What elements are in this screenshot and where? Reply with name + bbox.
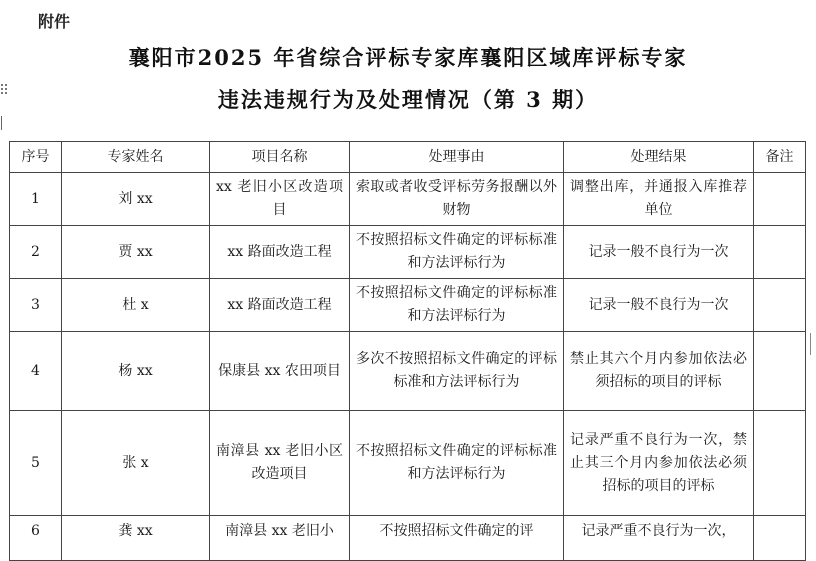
cell-no: 1 [10,173,62,226]
cell-result: 记录一般不良行为一次 [564,279,754,332]
cell-reason: 不按照招标文件确定的评 [350,516,564,561]
cell-result: 记录严重不良行为一次，禁止其三个月内参加依法必须招标的项目的评标 [564,411,754,516]
cell-project: 南漳县 xx 老旧小区改造项目 [210,411,350,516]
cell-note [754,226,806,279]
cell-reason: 不按照招标文件确定的评标标准和方法评标行为 [350,411,564,516]
cell-no: 3 [10,279,62,332]
table-row [10,173,806,226]
cell-name: 贾 xx [62,226,210,279]
cell-project: xx 路面改造工程 [210,279,350,332]
drag-handle-icon[interactable] [1,84,9,98]
cell-note [754,279,806,332]
header-reason: 处理事由 [350,142,564,173]
header-result: 处理结果 [564,142,754,173]
cell-note [754,516,806,561]
cell-note [754,173,806,226]
cell-no: 6 [10,516,62,561]
cell-reason: 不按照招标文件确定的评标标准和方法评标行为 [350,279,564,332]
cell-reason: 索取或者收受评标劳务报酬以外财物 [350,173,564,226]
document-title-line-1: 襄阳市2025 年省综合评标专家库襄阳区域库评标专家 [128,45,688,70]
cell-project: 保康县 xx 农田项目 [210,332,350,411]
cell-name: 龚 xx [62,516,210,561]
cell-name: 杨 xx [62,332,210,411]
cell-no: 2 [10,226,62,279]
violation-table [9,141,806,561]
cell-name: 杜 x [62,279,210,332]
cell-no: 5 [10,411,62,516]
table-row [10,411,806,516]
cell-project: xx 路面改造工程 [210,226,350,279]
cell-no: 4 [10,332,62,411]
table-row [10,516,806,561]
cell-name: 刘 xx [62,173,210,226]
header-no: 序号 [10,142,62,173]
table-header-row [10,142,806,173]
table-row [10,279,806,332]
cell-reason: 不按照招标文件确定的评标标准和方法评标行为 [350,226,564,279]
header-project: 项目名称 [210,142,350,173]
cell-result: 记录一般不良行为一次 [564,226,754,279]
cell-reason: 多次不按照招标文件确定的评标标准和方法评标行为 [350,332,564,411]
cell-name: 张 x [62,411,210,516]
header-note: 备注 [754,142,806,173]
margin-marker [810,333,815,355]
cell-result: 禁止其六个月内参加依法必须招标的项目的评标 [564,332,754,411]
attachment-label: 附件 [38,12,71,31]
cell-result: 记录严重不良行为一次， [564,516,754,561]
text-cursor-marker [1,116,4,130]
cell-note [754,411,806,516]
table-row [10,332,806,411]
cell-project: xx 老旧小区改造项目 [210,173,350,226]
cell-project: 南漳县 xx 老旧小 [210,516,350,561]
cell-result: 调整出库，并通报入库推荐单位 [564,173,754,226]
document-title-line-2: 违法违规行为及处理情况（第 3 期） [217,87,599,112]
header-name: 专家姓名 [62,142,210,173]
cell-note [754,332,806,411]
table-row [10,226,806,279]
